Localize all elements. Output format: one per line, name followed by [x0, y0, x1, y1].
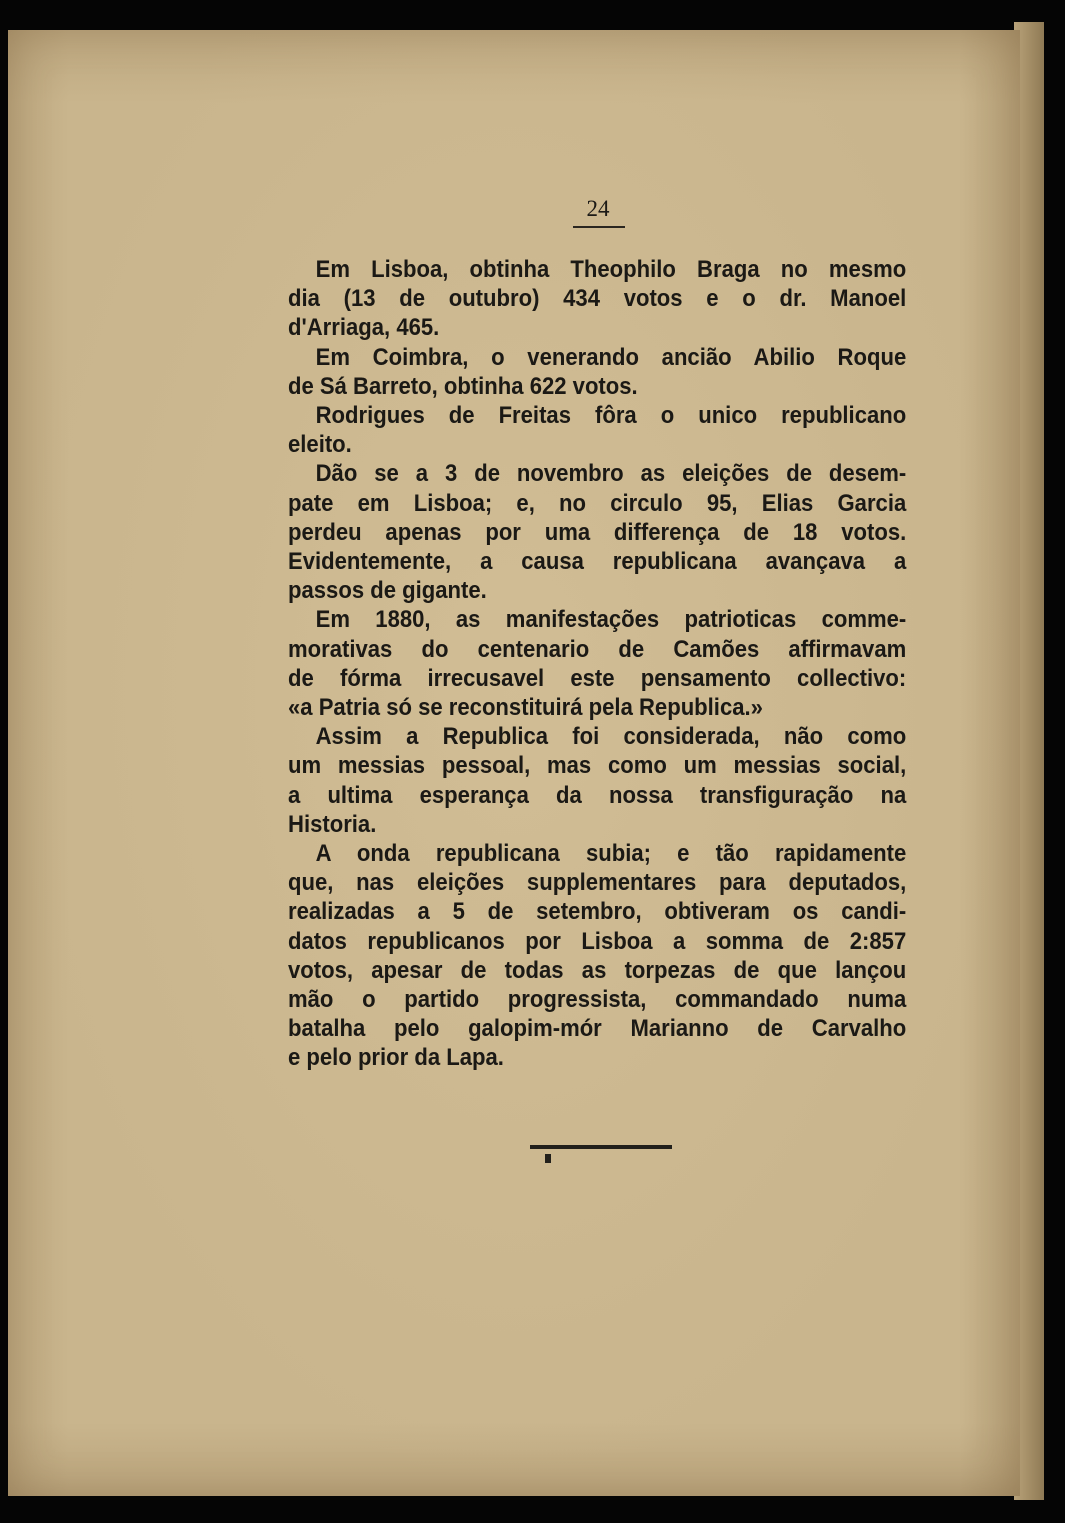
text-line: e pelo prior da Lapa.	[288, 1044, 504, 1072]
end-rule	[530, 1145, 672, 1149]
text-line: Rodrigues de Freitas fôra o unico republicano	[315, 402, 907, 430]
text-line: Evidentemente, a causa republicana avançava a	[288, 548, 907, 576]
text-line: de fórma irrecusavel este pensamento collectivo:	[288, 664, 907, 692]
text-line: pate em Lisboa; e, no circulo 95, Elias Garcia	[288, 489, 907, 517]
text-line: datos republicanos por Lisboa a somma de 2:857	[288, 927, 907, 955]
text-line: Em 1880, as manifestações patrioticas comme-	[315, 606, 907, 634]
text-line: Dão se a 3 de novembro as eleições de desem-	[315, 460, 907, 488]
text-line: votos, apesar de todas as torpezas de que lançou	[288, 956, 907, 984]
page-number: 24	[586, 196, 610, 221]
text-line: eleito.	[288, 431, 352, 459]
page-number-rule	[573, 226, 625, 228]
text-line: batalha pelo galopim-mór Marianno de Carvalho	[288, 1015, 907, 1043]
text-line: Em Lisboa, obtinha Theophilo Braga no mesmo	[315, 256, 907, 283]
text-line: mão o partido progressista, commandado numa	[288, 986, 907, 1014]
text-line: Assim a Republica foi considerada, não como	[315, 723, 907, 751]
text-line: passos de gigante.	[288, 577, 487, 605]
text-line: A onda republicana subia; e tão rapidamente	[315, 840, 907, 868]
text-line: a ultima esperança da nossa transfiguração na	[288, 781, 907, 809]
text-line: «a Patria só se reconstituirá pela Republica.»	[288, 694, 763, 722]
text-line: Historia.	[288, 810, 377, 838]
text-line: morativas do centenario de Camões affirmavam	[288, 635, 907, 663]
text-line: d'Arriaga, 465.	[288, 314, 440, 342]
body-text	[288, 255, 907, 1073]
end-ornament	[545, 1154, 551, 1163]
text-line: perdeu apenas por uma differença de 18 votos.	[288, 518, 907, 546]
text-line: um messias pessoal, mas como um messias social,	[288, 752, 907, 780]
text-line: que, nas eleições supplementares para deputados,	[288, 869, 907, 897]
text-line: realizadas a 5 de setembro, obtiveram os candi-	[288, 898, 907, 926]
text-line: dia (13 de outubro) 434 votos e o dr. Manoel	[288, 285, 907, 313]
text-line: Em Coimbra, o venerando ancião Abilio Roque	[315, 343, 907, 371]
text-line: de Sá Barreto, obtinha 622 votos.	[288, 372, 638, 400]
